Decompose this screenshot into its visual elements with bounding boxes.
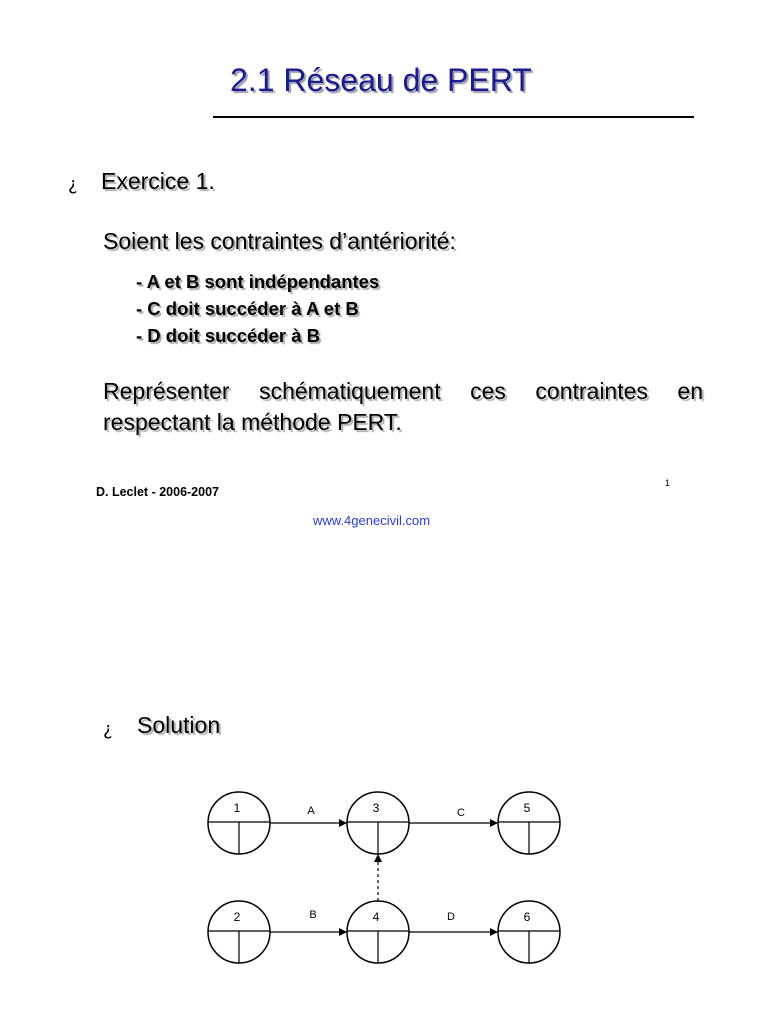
constraint-item: - A et B sont indépendantes [136,271,380,292]
website-link[interactable]: www.4genecivil.com [313,513,431,528]
constraint-item: - C doit succéder à A et B [136,298,359,319]
solution-heading: Solution [137,712,221,738]
activity-label: A [307,805,315,817]
pert-node-6 [498,901,560,963]
activity-label: B [309,909,317,921]
constraints-intro: Soient les contraintes d’antériorité: [103,228,456,254]
instruction-text: Représenter schématiquement ces contraintes en respectant la méthode PERT. [103,378,703,435]
node-number: 3 [372,801,380,815]
node-number: 4 [372,910,380,924]
node-number: 6 [523,910,531,924]
author-credit: D. Leclet - 2006-2007 [96,485,219,499]
exercise-bullet-icon: ¿ [68,174,78,195]
pert-node-5 [498,792,560,854]
pert-node-3 [347,792,409,854]
pert-node-1 [208,792,270,854]
node-number: 5 [523,801,531,815]
node-number: 2 [233,910,241,924]
slide-title: 2.1 Réseau de PERT [230,62,532,98]
constraint-item: - D doit succéder à B [136,325,321,346]
exercise-heading: Exercice 1. [101,168,215,194]
solution-bullet-icon: ¿ [103,719,113,740]
pert-node-4 [347,901,409,963]
activity-label: C [457,807,465,819]
activity-label: D [447,911,455,923]
node-number: 1 [233,801,241,815]
page-number: 1 [665,478,671,488]
pert-node-2 [208,901,270,963]
